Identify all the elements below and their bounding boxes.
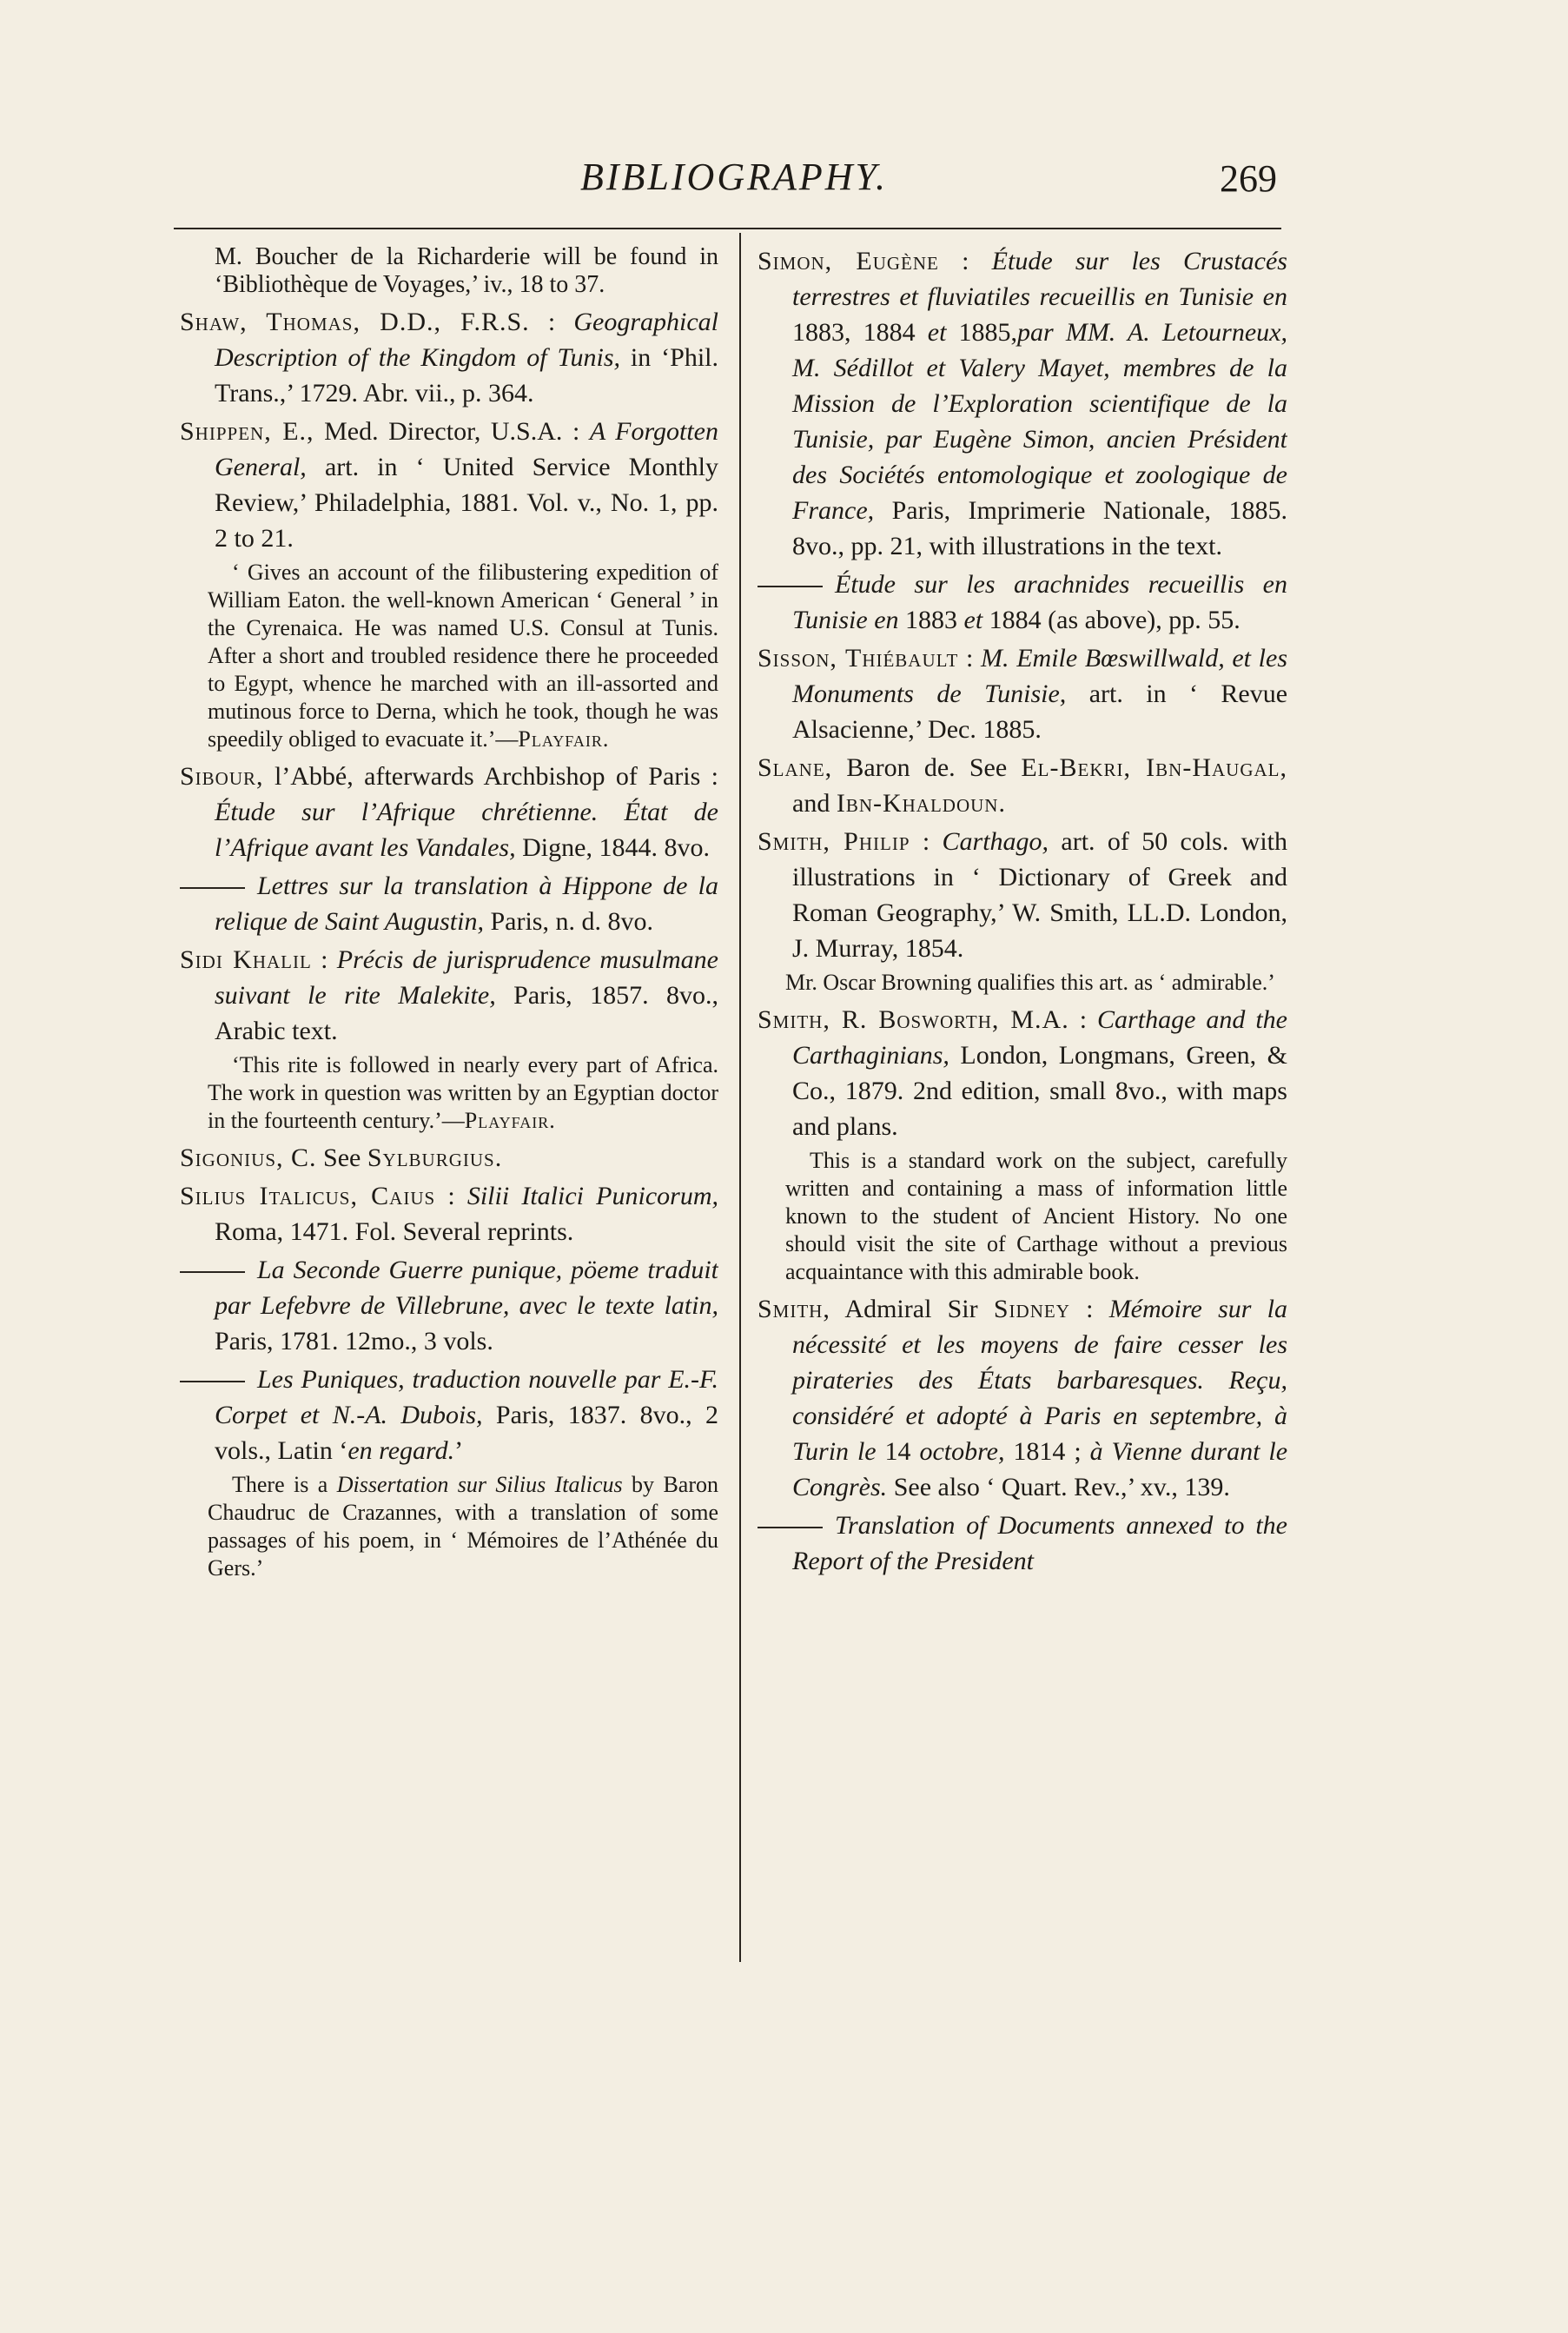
entry-shippen <box>180 414 718 556</box>
entry-year: 1883 <box>905 606 958 634</box>
entry-title: Précis de jurisprudence musulmane suivant le rite Malekite, <box>215 945 718 1010</box>
note-source: Playfair. <box>518 726 610 752</box>
entry-head: Smith, <box>758 1295 830 1323</box>
entry-et: et <box>963 606 983 634</box>
entry-title: Étude sur les Crustacés terrestres et fluviatiles recueillis en Tunisie en <box>792 247 1287 311</box>
entry-pre: Med. Director, U.S.A. : <box>324 417 580 446</box>
entry-head-2: Sidney <box>993 1295 1070 1323</box>
entry-title: A Forgotten General, <box>215 417 718 481</box>
left-column <box>180 243 718 1990</box>
right-column <box>758 243 1287 1990</box>
entry-note <box>208 1471 718 1582</box>
entry-details: Paris, n. d. 8vo. <box>490 907 653 936</box>
entry-head: Smith, Philip <box>758 827 910 856</box>
entry-details: art. in ‘ United Service Monthly Review,’ Philadelphia, 1881. Vol. v., No. 1, pp. 2 to 21. <box>215 453 718 553</box>
entry-pre: Baron de. See <box>846 753 1008 782</box>
entry-cross-ref: El-Bekri, Ibn-Haugal, <box>1021 753 1287 782</box>
ditto-rule <box>758 1527 823 1528</box>
entry-head: Sibour, <box>180 762 264 791</box>
entry-year: 1885, <box>958 318 1018 347</box>
entry-smith-sidney: Smith, Admiral Sir Sidney : Mémoire sur la nécessité et les moyens de faire cesser les pirateries des États barbaresques. Reçu, considéré et adopté à Paris en septembre, à Turin le 14 octobre, 1814 ; à Vienne durant le Congrès. See also ‘ Quart. Rev.,’ xv., 139. <box>758 1295 1287 1501</box>
entry-title: Étude sur l’Afrique chrétienne. État de l’Afrique avant les Vandales, <box>215 798 718 862</box>
entry-note: This is a standard work on the subject, carefully written and containing a mass of information little known to the student of Ancient History. No one should visit the site of Carthage without a previous acquaintance with this admirable book. <box>785 1148 1287 1284</box>
entry-title: Geographical Description of the Kingdom of Tunis, <box>215 308 718 372</box>
entry-details: Paris, Imprimerie Nationale, 1885. 8vo., pp. 21, with illustrations in the text. <box>792 496 1287 560</box>
entry-year: 1883, 1884 <box>792 318 916 347</box>
entry-note: Mr. Oscar Browning qualifies this art. as ‘ admirable.’ <box>785 970 1275 995</box>
entry-details: in ‘Phil. Trans.,’ 1729. Abr. vii., p. 364. <box>215 343 718 408</box>
entry-details: art. in ‘ Revue Alsacienne,’ Dec. 1885. <box>792 679 1287 744</box>
note-pre: There is a <box>232 1472 328 1497</box>
entry-sisson: Sisson, Thiébault : M. Emile Bœswillwald, et les Monuments de Tunisie, art. in ‘ Revue Alsacienne,’ Dec. 1885. <box>758 644 1287 744</box>
entry-details: art. of 50 cols. with illustrations in ‘ Dictionary of Greek and Roman Geography,’ W. Smith, LL.D. London, J. Murray, 1854. <box>792 827 1287 963</box>
entry-note <box>208 559 718 753</box>
entry-pre: l’Abbé, afterwards Archbishop of Paris : <box>274 762 718 791</box>
entry-title: Étude sur les arachnides recueillis en Tunisie en <box>792 570 1287 634</box>
entry-smith-bosworth: Smith, R. Bosworth, M.A. : Carthage and the Carthaginians, London, Longmans, Green, & Co., 1879. 2nd edition, small 8vo., with maps and plans. <box>758 1005 1287 1141</box>
entry-title-3: à Vienne durant le Congrès. <box>792 1437 1287 1501</box>
entry-et: et <box>927 318 947 347</box>
entry-details: Paris, 1781. 12mo., 3 vols. <box>215 1327 493 1355</box>
entry-details: Paris, 1857. 8vo., Arabic text. <box>215 981 718 1045</box>
entry-sigonius <box>180 1140 718 1176</box>
entry-title: Mémoire sur la nécessité et les moyens de faire cesser les pirateries des États barbaresques. Reçu, considéré et adopté à Paris en septembre, à Turin le <box>792 1295 1287 1466</box>
entry-title-2: en regard. <box>347 1436 455 1465</box>
entry-title: La Seconde Guerre punique, pöeme traduit par Lefebvre de Villebrune, avec le texte latin, <box>215 1256 718 1320</box>
entry-cross-ref: Ibn-Khaldoun. <box>836 789 1006 818</box>
entry-title: Translation of Documents annexed to the Report of the President <box>792 1511 1287 1575</box>
entry-date: 1814 ; <box>1013 1437 1082 1466</box>
entry-head: Shippen, E., <box>180 417 314 446</box>
entry-title: Les Puniques, traduction nouvelle par E.-F. Corpet et N.-A. Dubois, <box>215 1365 718 1429</box>
entry-smith-philip: Smith, Philip : Carthago, art. of 50 cols. with illustrations in ‘ Dictionary of Greek and Roman Geography,’ W. Smith, LL.D. London, J. Murray, 1854. <box>758 827 1287 963</box>
intro-note: M. Boucher de la Richarderie will be found in ‘Bibliothèque de Voyages,’ iv., 18 to 37. <box>215 243 718 298</box>
entry-title: Carthago, <box>942 827 1049 856</box>
running-title: BIBLIOGRAPHY. <box>580 156 888 198</box>
entry-sibour-2 <box>180 868 718 939</box>
entry-simon-2 <box>758 567 1287 638</box>
entry-silius-3 <box>180 1362 718 1468</box>
entry-pre: See <box>323 1143 361 1172</box>
entry-head: Sisson, Thiébault <box>758 644 959 673</box>
page-header <box>174 155 1294 215</box>
entry-sibour <box>180 759 718 865</box>
entry-cross-ref: Sylburgius. <box>367 1143 503 1172</box>
entry-head: Simon, Eugène <box>758 247 939 275</box>
entry-head: Sidi Khalil <box>180 945 312 974</box>
ditto-rule <box>180 887 245 889</box>
entry-details-2: ’ <box>454 1436 464 1465</box>
entry-details: London, Longmans, Green, & Co., 1879. 2nd edition, small 8vo., with maps and plans. <box>792 1041 1287 1141</box>
entry-details: Digne, 1844. 8vo. <box>522 833 710 862</box>
page-number: 269 <box>1220 157 1277 200</box>
entry-head: Smith, R. Bosworth, M.A. <box>758 1005 1069 1034</box>
note-text: ‘This rite is followed in nearly every part of Africa. The work in question was written by an Egyptian doctor in the fourteenth century.’— <box>208 1052 718 1133</box>
entry-details: See also ‘ Quart. Rev.,’ xv., 139. <box>893 1473 1230 1501</box>
ditto-rule <box>180 1381 245 1382</box>
entry-title: M. Emile Bœswillwald, et les Monuments de Tunisie, <box>792 644 1287 708</box>
entry-shaw: Shaw, Thomas, D.D., F.R.S. : Geographical Description of the Kingdom of Tunis, in ‘Phil. Trans.,’ 1729. Abr. vii., p. 364. <box>180 308 718 408</box>
entry-sidi-khalil: Sidi Khalil : Précis de jurisprudence musulmane suivant le rite Malekite, Paris, 1857. 8vo., Arabic text. <box>180 945 718 1045</box>
entry-head: Sigonius, C. <box>180 1143 317 1172</box>
note-text: ‘ Gives an account of the filibustering expedition of William Eaton. the well-known American ‘ General ’ in the Cyrenaica. He was named U.S. Consul at Tunis. After a short and troubled residence there he proceeded to Egypt, whence he marched with an ill-assorted and mutinous force to Derna, which he took, though he was speedily obliged to evacuate it.’— <box>208 560 718 752</box>
entry-pre: Admiral Sir <box>844 1295 978 1323</box>
entry-year: 1884 <box>989 606 1042 634</box>
entry-date: 14 <box>884 1437 911 1466</box>
note-title: Dissertation sur Silius Italicus <box>336 1472 623 1497</box>
entry-details: Paris, 1837. 8vo., 2 vols., Latin ‘ <box>215 1401 718 1465</box>
entry-note <box>208 1051 718 1135</box>
header-rule <box>174 228 1281 229</box>
entry-head: Slane, <box>758 753 833 782</box>
entry-details: (as above), pp. 55. <box>1048 606 1241 634</box>
entry-head: Shaw, Thomas, D.D., F.R.S. <box>180 308 530 336</box>
entry-title-2: octobre, <box>919 1437 1005 1466</box>
entry-and: and <box>792 789 830 818</box>
entry-title-2: par MM. A. Letourneux, M. Sédillot et Valery Mayet, membres de la Mission de l’Exploration scientifique de la Tunisie, par Eugène Simon, ancien Président des Sociétés entomologique et zoologique de France, <box>792 318 1287 525</box>
entry-silius-2 <box>180 1252 718 1359</box>
entry-silius: Silius Italicus, Caius : Silii Italici Punicorum, Roma, 1471. Fol. Several reprints. <box>180 1182 718 1246</box>
entry-head: Silius Italicus, Caius <box>180 1182 436 1210</box>
entry-simon: Simon, Eugène : Étude sur les Crustacés terrestres et fluviatiles recueillis en Tunisie en 1883, 1884 et 1885,par MM. A. Letourneux, M. Sédillot et Valery Mayet, membres de la Mission de l’Exploration scientifique de la Tunisie, par Eugène Simon, ancien Président des Sociétés entomologique et zoologique de France, Paris, Imprimerie Nationale, 1885. 8vo., pp. 21, with illustrations in the text. <box>758 247 1287 560</box>
entry-slane <box>758 750 1287 821</box>
note-source: Playfair. <box>464 1108 556 1133</box>
ditto-rule <box>180 1271 245 1273</box>
entry-details: Roma, 1471. Fol. Several reprints. <box>215 1217 574 1246</box>
column-divider <box>739 233 741 1962</box>
entry-title: Carthage and the Carthaginians, <box>792 1005 1287 1070</box>
note-text: by Baron Chaudruc de Crazannes, with a translation of some passages of his poem, in ‘ Mémoires de l’Athénée du Gers.’ <box>208 1472 718 1581</box>
entry-title: Lettres sur la translation à Hippone de la relique de Saint Augustin, <box>215 872 718 936</box>
ditto-rule <box>758 586 823 587</box>
entry-smith-sidney-2 <box>758 1508 1287 1579</box>
entry-title: Silii Italici Punicorum, <box>466 1182 718 1210</box>
